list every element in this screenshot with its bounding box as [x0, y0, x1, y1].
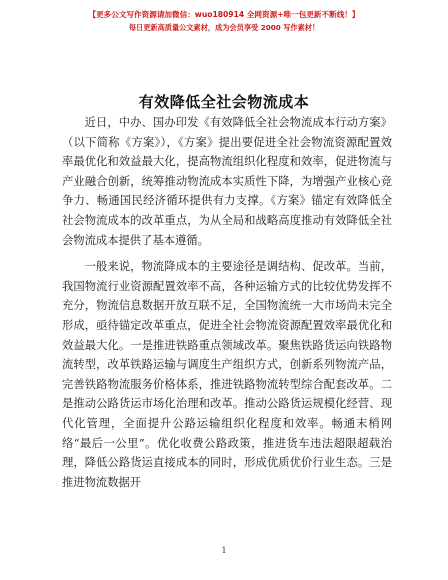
paragraph: 一般来说，物流降成本的主要途径是调结构、促改革。当前，我国物流行业资源配置效率不高，各种运输方式的比较优势发挥不充分，物流信息数据开放互联不足，全国物流统一大市场尚未完全形成，亟待锚定改革重点，促进全社会物流资源配置效率最优化和效益最大化。一是推进铁路重点领域改革。聚焦铁路货运向铁路物流转型，改革铁路运输与调度生产组织方式，创新系列物流产品，完善铁路物流服务价格体系，推进铁路物流转型综合配套改革。二是推动公路货运市场化治理和改革。推动公路货运规模化经营、现代化管理，全面提升公路运输组织化程度和效率。畅通末梢网络“最后一公里”。优化收费公路政策，推进货车违法超限超载治理，降低公路货运直接成本的同时，形成优质优价行业生态。三是推进物流数据开 — [62, 260, 392, 489]
document-body — [62, 113, 392, 492]
page-number: 1 — [221, 546, 227, 555]
promo-banner-line1: 【更多公文写作资源请加微信：wuo180914 全网资源+唯一包更新不断线！】 — [88, 10, 360, 19]
paragraph: 近日，中办、国办印发《有效降低全社会物流成本行动方案》（以下简称《方案》），《方案》提出要促进全社会物流资源配置效率最优化和效益最大化，提高物流组织化程度和效率，促进物流与产业融合创新，统筹推动物流成本实质性下降，为增强产业核心竞争力、畅通国民经济循环提供有力支撑。《方案》锚定有效降低全社会物流成本的改革重点，为从全局和战略高度推动有效降低全社会物流成本提供了基本遵循。 — [62, 116, 392, 247]
document-title: 有效降低全社会物流成本 — [138, 93, 310, 111]
promo-banner-line2: 每日更新高质量公文素材，成为会员享受 2000 写作素材！ — [128, 23, 320, 32]
promo-banner — [0, 8, 448, 34]
